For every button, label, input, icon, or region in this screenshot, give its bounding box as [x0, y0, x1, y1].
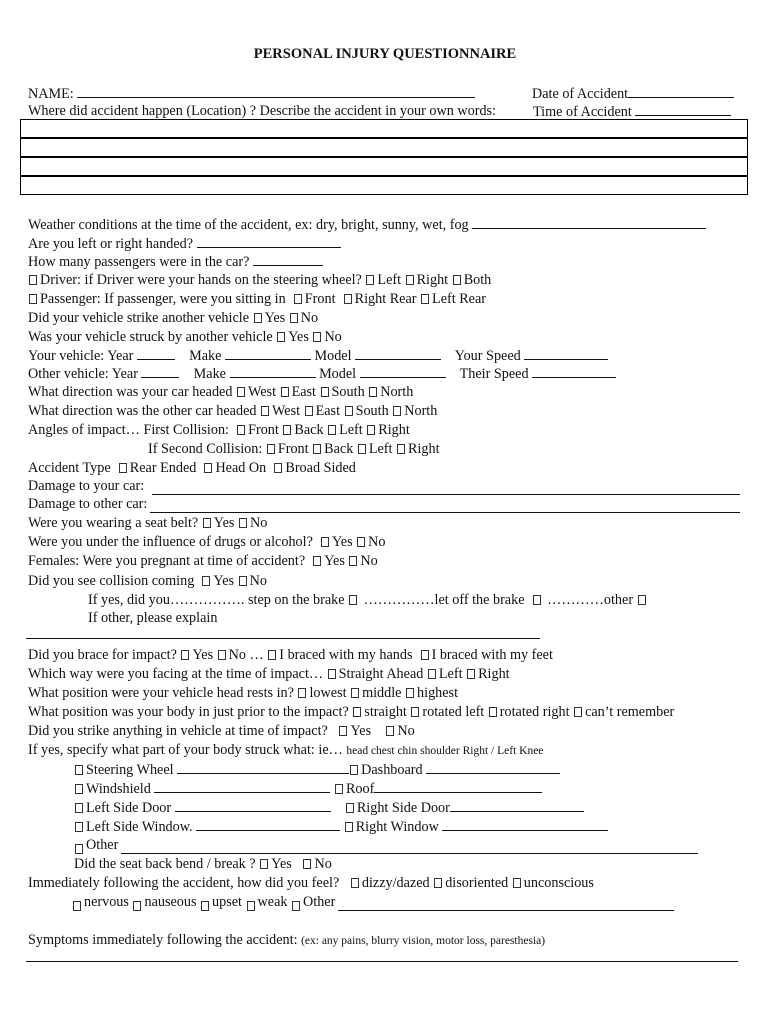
- dir-east: East: [291, 384, 316, 400]
- passenger-opt-front: Front: [304, 291, 336, 307]
- weak-checkbox[interactable]: [247, 901, 255, 911]
- other-field[interactable]: [121, 840, 698, 854]
- front-checkbox[interactable]: [267, 444, 275, 454]
- left-door-label: Left Side Door: [86, 800, 172, 816]
- windshield-checkbox[interactable]: [75, 784, 83, 794]
- nauseous-checkbox[interactable]: [133, 901, 141, 911]
- other-row: [74, 836, 698, 854]
- driver-opt-right: Right: [416, 272, 449, 288]
- angle-left: Left: [339, 422, 363, 438]
- right-window-label: Right Window: [355, 819, 439, 835]
- dashboard-checkbox[interactable]: [350, 765, 358, 775]
- damage-other-field[interactable]: [150, 499, 740, 513]
- no-label: No: [300, 310, 319, 326]
- seat-back-yes-checkbox[interactable]: [260, 859, 268, 869]
- front-checkbox[interactable]: [237, 425, 245, 435]
- upset-checkbox[interactable]: [201, 901, 209, 911]
- feel-other-field[interactable]: [338, 897, 674, 911]
- angles-second-row: [148, 440, 740, 458]
- facing-right: Right: [478, 666, 510, 682]
- side-door-row: [74, 798, 740, 816]
- strike-anything-row: [28, 722, 740, 740]
- description-box-2[interactable]: [20, 138, 748, 157]
- damage-yours-row: [28, 477, 740, 495]
- passengers-field[interactable]: [253, 252, 323, 266]
- if-other-row: [88, 609, 740, 627]
- date-field[interactable]: [628, 84, 734, 98]
- dir-car-label: What direction was your car headed: [28, 384, 233, 400]
- highest-checkbox[interactable]: [406, 688, 414, 698]
- brace-feet-checkbox[interactable]: [421, 650, 429, 660]
- facing-row: [28, 665, 740, 683]
- driver-row: [28, 271, 740, 289]
- body-position-row: [28, 703, 740, 721]
- description-box-4[interactable]: [20, 176, 748, 195]
- passenger-opt-right-rear: Right Rear: [354, 291, 417, 307]
- passenger-checkbox[interactable]: [29, 294, 37, 304]
- name-label: NAME:: [28, 86, 74, 102]
- right-door-field[interactable]: [450, 798, 584, 812]
- dir-east: East: [315, 403, 341, 419]
- handed-field[interactable]: [197, 234, 341, 248]
- brace-no-label: No …: [228, 647, 264, 663]
- weather-label: Weather conditions at the time of the accident, ex: dry, bright, sunny, wet, fog: [28, 217, 469, 233]
- left-door-field[interactable]: [175, 798, 331, 812]
- accident-type-label: Accident Type: [28, 460, 111, 476]
- your-year-field[interactable]: [137, 346, 175, 360]
- other-model-field[interactable]: [360, 364, 446, 378]
- handed-label: Are you left or right handed?: [28, 236, 194, 252]
- model-label: Model: [319, 366, 357, 382]
- feel-other: Other: [303, 894, 336, 910]
- east-checkbox[interactable]: [281, 387, 289, 397]
- straight-ahead-checkbox[interactable]: [328, 669, 336, 679]
- struck-yes-checkbox[interactable]: [277, 332, 285, 342]
- right-window-checkbox[interactable]: [345, 822, 353, 832]
- name-field[interactable]: [77, 84, 475, 98]
- your-model-field[interactable]: [355, 346, 441, 360]
- acc-broad-sided: Broad Sided: [285, 460, 356, 476]
- right-window-field[interactable]: [442, 817, 608, 831]
- seatbelt-row: [28, 514, 740, 532]
- driver-opt-left: Left: [377, 272, 402, 288]
- symptoms-label: Symptoms immediately following the accident:: [28, 932, 298, 948]
- driver-label: Driver: if Driver were your hands on the steering wheel?: [40, 272, 362, 288]
- yes-label: Yes: [271, 856, 292, 872]
- specify-example: head chest chin shoulder Right / Left Knee: [346, 745, 544, 757]
- other-label: Other: [86, 837, 119, 853]
- facing-label: Which way were you facing at the time of impact…: [28, 666, 324, 682]
- left-rear-checkbox[interactable]: [421, 294, 429, 304]
- struck-label: Was your vehicle struck by another vehicle: [28, 329, 273, 345]
- steering-label: Steering Wheel: [86, 762, 174, 778]
- strike-label: Did your vehicle strike another vehicle: [28, 310, 250, 326]
- influence-row: [28, 533, 740, 551]
- south-checkbox[interactable]: [321, 387, 329, 397]
- make-label: Make: [193, 366, 226, 382]
- your-vehicle-row: [28, 346, 740, 364]
- let-off-brake-checkbox[interactable]: [533, 595, 541, 605]
- headrest-row: [28, 684, 740, 702]
- side-window-row: [74, 817, 740, 835]
- other-vehicle-label: Other vehicle: Year: [28, 366, 138, 382]
- middle-checkbox[interactable]: [351, 688, 359, 698]
- yes-label: Yes: [331, 534, 353, 550]
- feel-row-2: [72, 893, 674, 911]
- seat-back-label: Did the seat back bend / break ?: [74, 856, 256, 872]
- brace-feet-label: I braced with my feet: [431, 647, 553, 663]
- right-checkbox[interactable]: [467, 669, 475, 679]
- feel-label: Immediately following the accident, how did you feel?: [28, 875, 340, 891]
- body-straight: straight: [364, 704, 407, 720]
- your-speed-field[interactable]: [524, 346, 608, 360]
- dashboard-field[interactable]: [426, 760, 560, 774]
- other-vehicle-row: [28, 364, 740, 382]
- yes-label: Yes: [264, 310, 286, 326]
- right-door-checkbox[interactable]: [346, 803, 354, 813]
- no-label: No: [249, 573, 267, 589]
- roof-checkbox[interactable]: [335, 784, 343, 794]
- damage-other-row: [28, 495, 740, 513]
- symptoms-example: (ex: any pains, blurry vision, motor loss, paresthesia): [301, 935, 546, 947]
- feel-nervous: nervous: [84, 894, 129, 910]
- date-of-accident: [532, 84, 734, 103]
- dir-south: South: [355, 403, 389, 419]
- let-off-brake-label: ……………let off the brake: [363, 592, 525, 608]
- name-row: [28, 84, 740, 102]
- description-box-3[interactable]: [20, 157, 748, 176]
- seat-back-row: [74, 855, 740, 873]
- seat-back-no-checkbox[interactable]: [303, 859, 311, 869]
- feel-unconscious: unconscious: [523, 875, 594, 891]
- struck-no-checkbox[interactable]: [313, 332, 321, 342]
- angle-right: Right: [378, 422, 410, 438]
- left-checkbox[interactable]: [428, 669, 436, 679]
- feel-weak: weak: [257, 894, 288, 910]
- time-label: Time of Accident: [533, 104, 632, 120]
- angles-second-label: If Second Collision:: [148, 441, 263, 457]
- location-row: [28, 102, 740, 120]
- damage-yours-label: Damage to your car:: [28, 478, 145, 494]
- no-label: No: [360, 553, 378, 569]
- north-checkbox[interactable]: [369, 387, 377, 397]
- dashboard-label: Dashboard: [361, 762, 423, 778]
- yes-label: Yes: [192, 647, 214, 663]
- rotated-left-checkbox[interactable]: [411, 707, 419, 717]
- unconscious-checkbox[interactable]: [513, 878, 521, 888]
- pregnant-label: Females: Were you pregnant at time of accident?: [28, 553, 306, 569]
- lowest-checkbox[interactable]: [298, 688, 306, 698]
- driver-checkbox[interactable]: [29, 275, 37, 285]
- page-title: PERSONAL INJURY QUESTIONNAIRE: [253, 46, 517, 62]
- right-checkbox[interactable]: [406, 275, 414, 285]
- yes-label: Yes: [288, 329, 309, 345]
- handed-row: [28, 234, 740, 252]
- struck-row: [28, 328, 740, 346]
- other-checkbox[interactable]: [75, 844, 83, 854]
- angle-left: Left: [368, 441, 393, 457]
- north-checkbox[interactable]: [393, 406, 401, 416]
- front-checkbox[interactable]: [294, 294, 302, 304]
- steering-checkbox[interactable]: [75, 765, 83, 775]
- influence-label: Were you under the influence of drugs or alcohol?: [28, 534, 313, 550]
- feel-dizzy: dizzy/dazed: [361, 875, 430, 891]
- passengers-label: How many passengers were in the car?: [28, 254, 250, 270]
- passenger-row: [28, 290, 740, 308]
- passenger-opt-left-rear: Left Rear: [432, 291, 487, 307]
- collision-yes-checkbox[interactable]: [202, 576, 210, 586]
- angle-back: Back: [294, 422, 324, 438]
- step-brake-checkbox[interactable]: [349, 595, 357, 605]
- yes-label: Yes: [213, 573, 235, 589]
- feel-upset: upset: [212, 894, 242, 910]
- disoriented-checkbox[interactable]: [434, 878, 442, 888]
- straight-checkbox[interactable]: [353, 707, 361, 717]
- headrest-highest: highest: [417, 685, 459, 701]
- left-checkbox[interactable]: [328, 425, 336, 435]
- left-window-checkbox[interactable]: [75, 822, 83, 832]
- no-label: No: [397, 723, 415, 739]
- facing-left: Left: [438, 666, 463, 682]
- left-checkbox[interactable]: [366, 275, 374, 285]
- collision-no-checkbox[interactable]: [239, 576, 247, 586]
- rear-ended-checkbox[interactable]: [119, 463, 127, 473]
- influence-yes-checkbox[interactable]: [321, 537, 329, 547]
- steering-row: [74, 760, 740, 778]
- collision-label: Did you see collision coming: [28, 573, 195, 589]
- date-label: Date of Accident: [532, 86, 629, 102]
- seatbelt-no-checkbox[interactable]: [239, 518, 247, 528]
- both-checkbox[interactable]: [453, 275, 461, 285]
- roof-field[interactable]: [374, 779, 542, 793]
- other-make-field[interactable]: [230, 364, 316, 378]
- strike-anything-label: Did you strike anything in vehicle at time of impact?: [28, 723, 328, 739]
- pregnant-no-checkbox[interactable]: [349, 556, 357, 566]
- dir-west: West: [272, 403, 301, 419]
- passenger-label: Passenger: If passenger, were you sitting in: [40, 291, 286, 307]
- angles-first-label: Angles of impact… First Collision:: [28, 422, 229, 438]
- accident-type-row: [28, 459, 740, 477]
- their-speed-label: Their Speed: [459, 366, 529, 382]
- headrest-middle: middle: [362, 685, 402, 701]
- acc-head-on: Head On: [215, 460, 267, 476]
- angles-first-row: [28, 421, 740, 439]
- headrest-label: What position were your vehicle head rests in?: [28, 685, 294, 701]
- dizzy-checkbox[interactable]: [351, 878, 359, 888]
- dir-other-row: [28, 402, 740, 420]
- left-door-checkbox[interactable]: [75, 803, 83, 813]
- step-brake-label: If yes, did you……………. step on the brake: [88, 592, 345, 608]
- location-label: Where did accident happen (Location) ? Describe the accident in your own words:: [28, 103, 497, 119]
- symptoms-row: [28, 931, 740, 949]
- rotated-right-checkbox[interactable]: [489, 707, 497, 717]
- explain-field[interactable]: [26, 638, 540, 639]
- dir-south: South: [331, 384, 365, 400]
- nervous-checkbox[interactable]: [73, 901, 81, 911]
- no-label: No: [368, 534, 386, 550]
- south-checkbox[interactable]: [345, 406, 353, 416]
- pregnant-yes-checkbox[interactable]: [313, 556, 321, 566]
- description-box-1[interactable]: [20, 119, 748, 138]
- left-window-field[interactable]: [196, 817, 340, 831]
- other-year-field[interactable]: [141, 364, 179, 378]
- other-checkbox[interactable]: [638, 595, 646, 605]
- influence-no-checkbox[interactable]: [357, 537, 365, 547]
- weather-row: [28, 215, 740, 233]
- yes-label: Yes: [350, 723, 372, 739]
- dir-north: North: [380, 384, 414, 400]
- brace-hands-label: I braced with my hands: [279, 647, 413, 663]
- right-door-label: Right Side Door: [356, 800, 450, 816]
- strike-anything-no-checkbox[interactable]: [386, 726, 394, 736]
- brace-row: [28, 646, 740, 664]
- body-position-label: What position was your body in just prior to the impact?: [28, 704, 349, 720]
- brace-no-checkbox[interactable]: [218, 650, 226, 660]
- weather-field[interactable]: [472, 215, 706, 229]
- your-vehicle-label: Your vehicle: Year: [28, 348, 134, 364]
- east-checkbox[interactable]: [305, 406, 313, 416]
- feel-nauseous: nauseous: [144, 894, 197, 910]
- dir-west: West: [248, 384, 277, 400]
- no-label: No: [324, 329, 342, 345]
- strike-no-checkbox[interactable]: [290, 313, 298, 323]
- feel-other-checkbox[interactable]: [292, 901, 300, 911]
- broad-sided-checkbox[interactable]: [274, 463, 282, 473]
- angle-front: Front: [277, 441, 309, 457]
- steering-field[interactable]: [177, 760, 349, 774]
- west-checkbox[interactable]: [261, 406, 269, 416]
- right-rear-checkbox[interactable]: [344, 294, 352, 304]
- if-other-label: If other, please explain: [88, 610, 218, 626]
- your-make-field[interactable]: [225, 346, 311, 360]
- body-rotated-right: rotated right: [499, 704, 570, 720]
- if-yes-row: [88, 591, 740, 609]
- damage-yours-field[interactable]: [152, 481, 740, 495]
- symptoms-field[interactable]: [26, 961, 738, 962]
- seatbelt-label: Were you wearing a seat belt?: [28, 515, 199, 531]
- windshield-row: [74, 779, 740, 797]
- acc-rear-ended: Rear Ended: [129, 460, 197, 476]
- other-label: …………other: [547, 592, 634, 608]
- back-checkbox[interactable]: [283, 425, 291, 435]
- your-speed-label: Your Speed: [454, 348, 521, 364]
- brace-yes-checkbox[interactable]: [181, 650, 189, 660]
- head-on-checkbox[interactable]: [204, 463, 212, 473]
- dir-north: North: [404, 403, 438, 419]
- strike-yes-checkbox[interactable]: [254, 313, 262, 323]
- collision-row: [28, 572, 740, 590]
- angle-front: Front: [248, 422, 279, 438]
- windshield-label: Windshield: [86, 781, 151, 797]
- brace-label: Did you brace for impact?: [28, 647, 177, 663]
- damage-other-label: Damage to other car:: [28, 496, 148, 512]
- headrest-lowest: lowest: [309, 685, 347, 701]
- pregnant-row: [28, 552, 740, 570]
- make-label: Make: [189, 348, 222, 364]
- feel-disoriented: disoriented: [445, 875, 509, 891]
- cant-remember-checkbox[interactable]: [574, 707, 582, 717]
- model-label: Model: [314, 348, 352, 364]
- their-speed-field[interactable]: [532, 364, 616, 378]
- specify-label: If yes, specify what part of your body struck what: ie…: [28, 742, 343, 758]
- right-checkbox[interactable]: [397, 444, 405, 454]
- time-field[interactable]: [635, 102, 731, 116]
- dir-other-label: What direction was the other car headed: [28, 403, 257, 419]
- angle-right: Right: [408, 441, 440, 457]
- strike-anything-yes-checkbox[interactable]: [339, 726, 347, 736]
- facing-straight: Straight Ahead: [338, 666, 424, 682]
- no-label: No: [314, 856, 332, 872]
- body-rotated-left: rotated left: [422, 704, 485, 720]
- left-window-label: Left Side Window.: [86, 819, 193, 835]
- specify-row: [28, 741, 740, 759]
- west-checkbox[interactable]: [237, 387, 245, 397]
- no-label: No: [249, 515, 268, 531]
- left-checkbox[interactable]: [358, 444, 366, 454]
- passengers-row: [28, 252, 740, 270]
- yes-label: Yes: [324, 553, 345, 569]
- right-checkbox[interactable]: [367, 425, 375, 435]
- yes-label: Yes: [213, 515, 235, 531]
- dir-car-row: [28, 383, 740, 401]
- feel-row: [28, 874, 740, 892]
- brace-hands-checkbox[interactable]: [268, 650, 276, 660]
- seatbelt-yes-checkbox[interactable]: [203, 518, 211, 528]
- angle-back: Back: [324, 441, 354, 457]
- roof-label: Roof: [345, 781, 375, 797]
- back-checkbox[interactable]: [313, 444, 321, 454]
- strike-row: [28, 309, 740, 327]
- windshield-field[interactable]: [154, 779, 330, 793]
- body-cant-remember: can’t remember: [585, 704, 675, 720]
- driver-opt-both: Both: [463, 272, 492, 288]
